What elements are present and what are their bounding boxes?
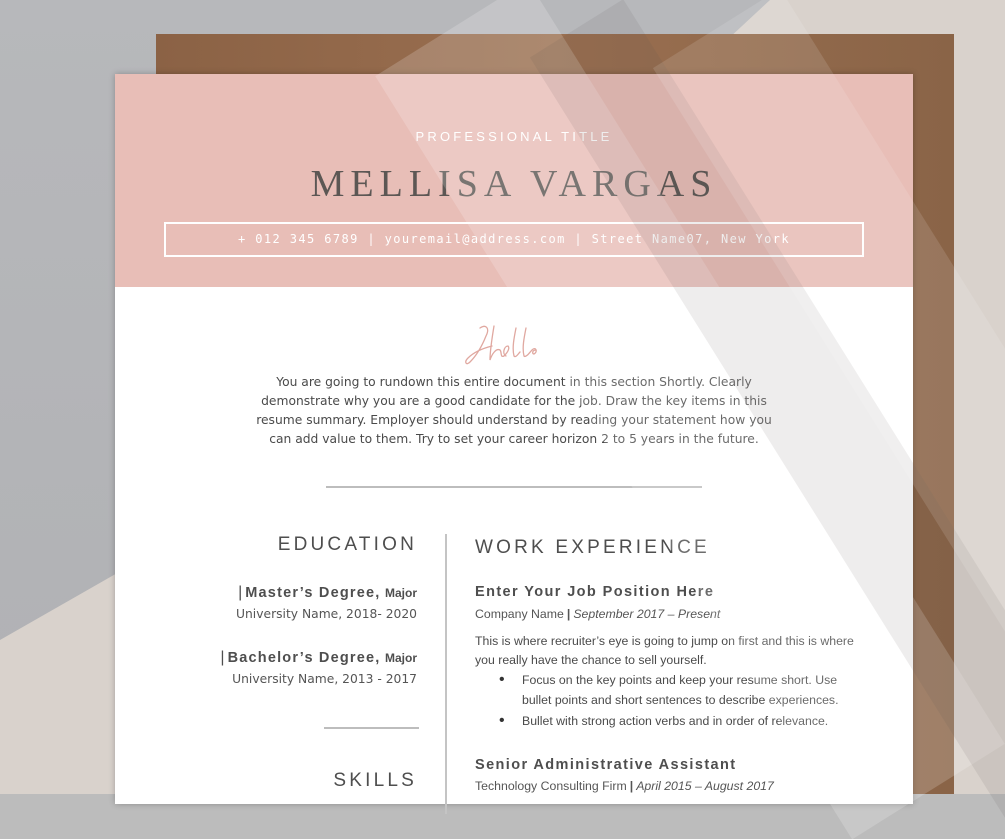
job-bullets: [499, 670, 869, 732]
contact-info: + 012 345 6789 | youremail@address.com | Street Name07, New York: [238, 232, 790, 246]
resume-summary: You are going to rundown this entire document in this section Shortly. Clearly demonstrate why you are a good candidate for the job. Draw the key items in this resume summary. Employer should understand by reading your statement how you can add value to them. Try to set your career horizon 2 to 5 years in the future.: [256, 375, 772, 446]
section-divider: [326, 486, 702, 488]
job-company-line: Technology Consulting Firm | April 2015 – August 2017: [475, 779, 774, 793]
company-name: Technology Consulting Firm: [475, 779, 627, 793]
work-experience-heading: WORK EXPERIENCE: [475, 537, 710, 558]
education-degree: | Bachelor’s Degree, Major: [220, 649, 417, 666]
resume-sheet: [115, 74, 913, 804]
degree-bar-marker: |: [238, 584, 243, 601]
education-heading: EDUCATION: [277, 534, 417, 555]
job-position: Senior Administrative Assistant: [475, 757, 737, 773]
education-degree: | Master’s Degree, Major: [238, 584, 417, 601]
job-dates: September 2017 – Present: [573, 607, 721, 621]
hello-script-signature: [460, 320, 560, 370]
degree-bar-marker: |: [220, 649, 225, 666]
professional-title: PROFESSIONAL TITLE: [415, 129, 613, 144]
education-school: University Name, 2013 - 2017: [232, 672, 417, 686]
candidate-name: MELLISA VARGAS: [310, 163, 718, 205]
education-school: University Name, 2018- 2020: [236, 607, 417, 621]
company-name: Company Name: [475, 607, 564, 621]
resume-header: [115, 74, 913, 287]
contact-box: [164, 222, 864, 257]
skills-heading: SKILLS: [333, 770, 417, 791]
job-description: This is where recruiter’s eye is going to jump on first and this is where you really have the chance to sell yourself.: [475, 634, 854, 667]
list-item: • Focus on the key points and keep your resume short. Use bullet points and short sentences to describe experiences.: [499, 670, 869, 710]
column-divider: [445, 534, 447, 814]
job-position: Enter Your Job Position Here: [475, 584, 715, 600]
list-item: • Bullet with strong action verbs and in order of relevance.: [499, 711, 869, 731]
education-divider: [324, 727, 419, 729]
job-company-line: Company Name | September 2017 – Present: [475, 607, 721, 621]
job-dates: April 2015 – August 2017: [636, 779, 774, 793]
